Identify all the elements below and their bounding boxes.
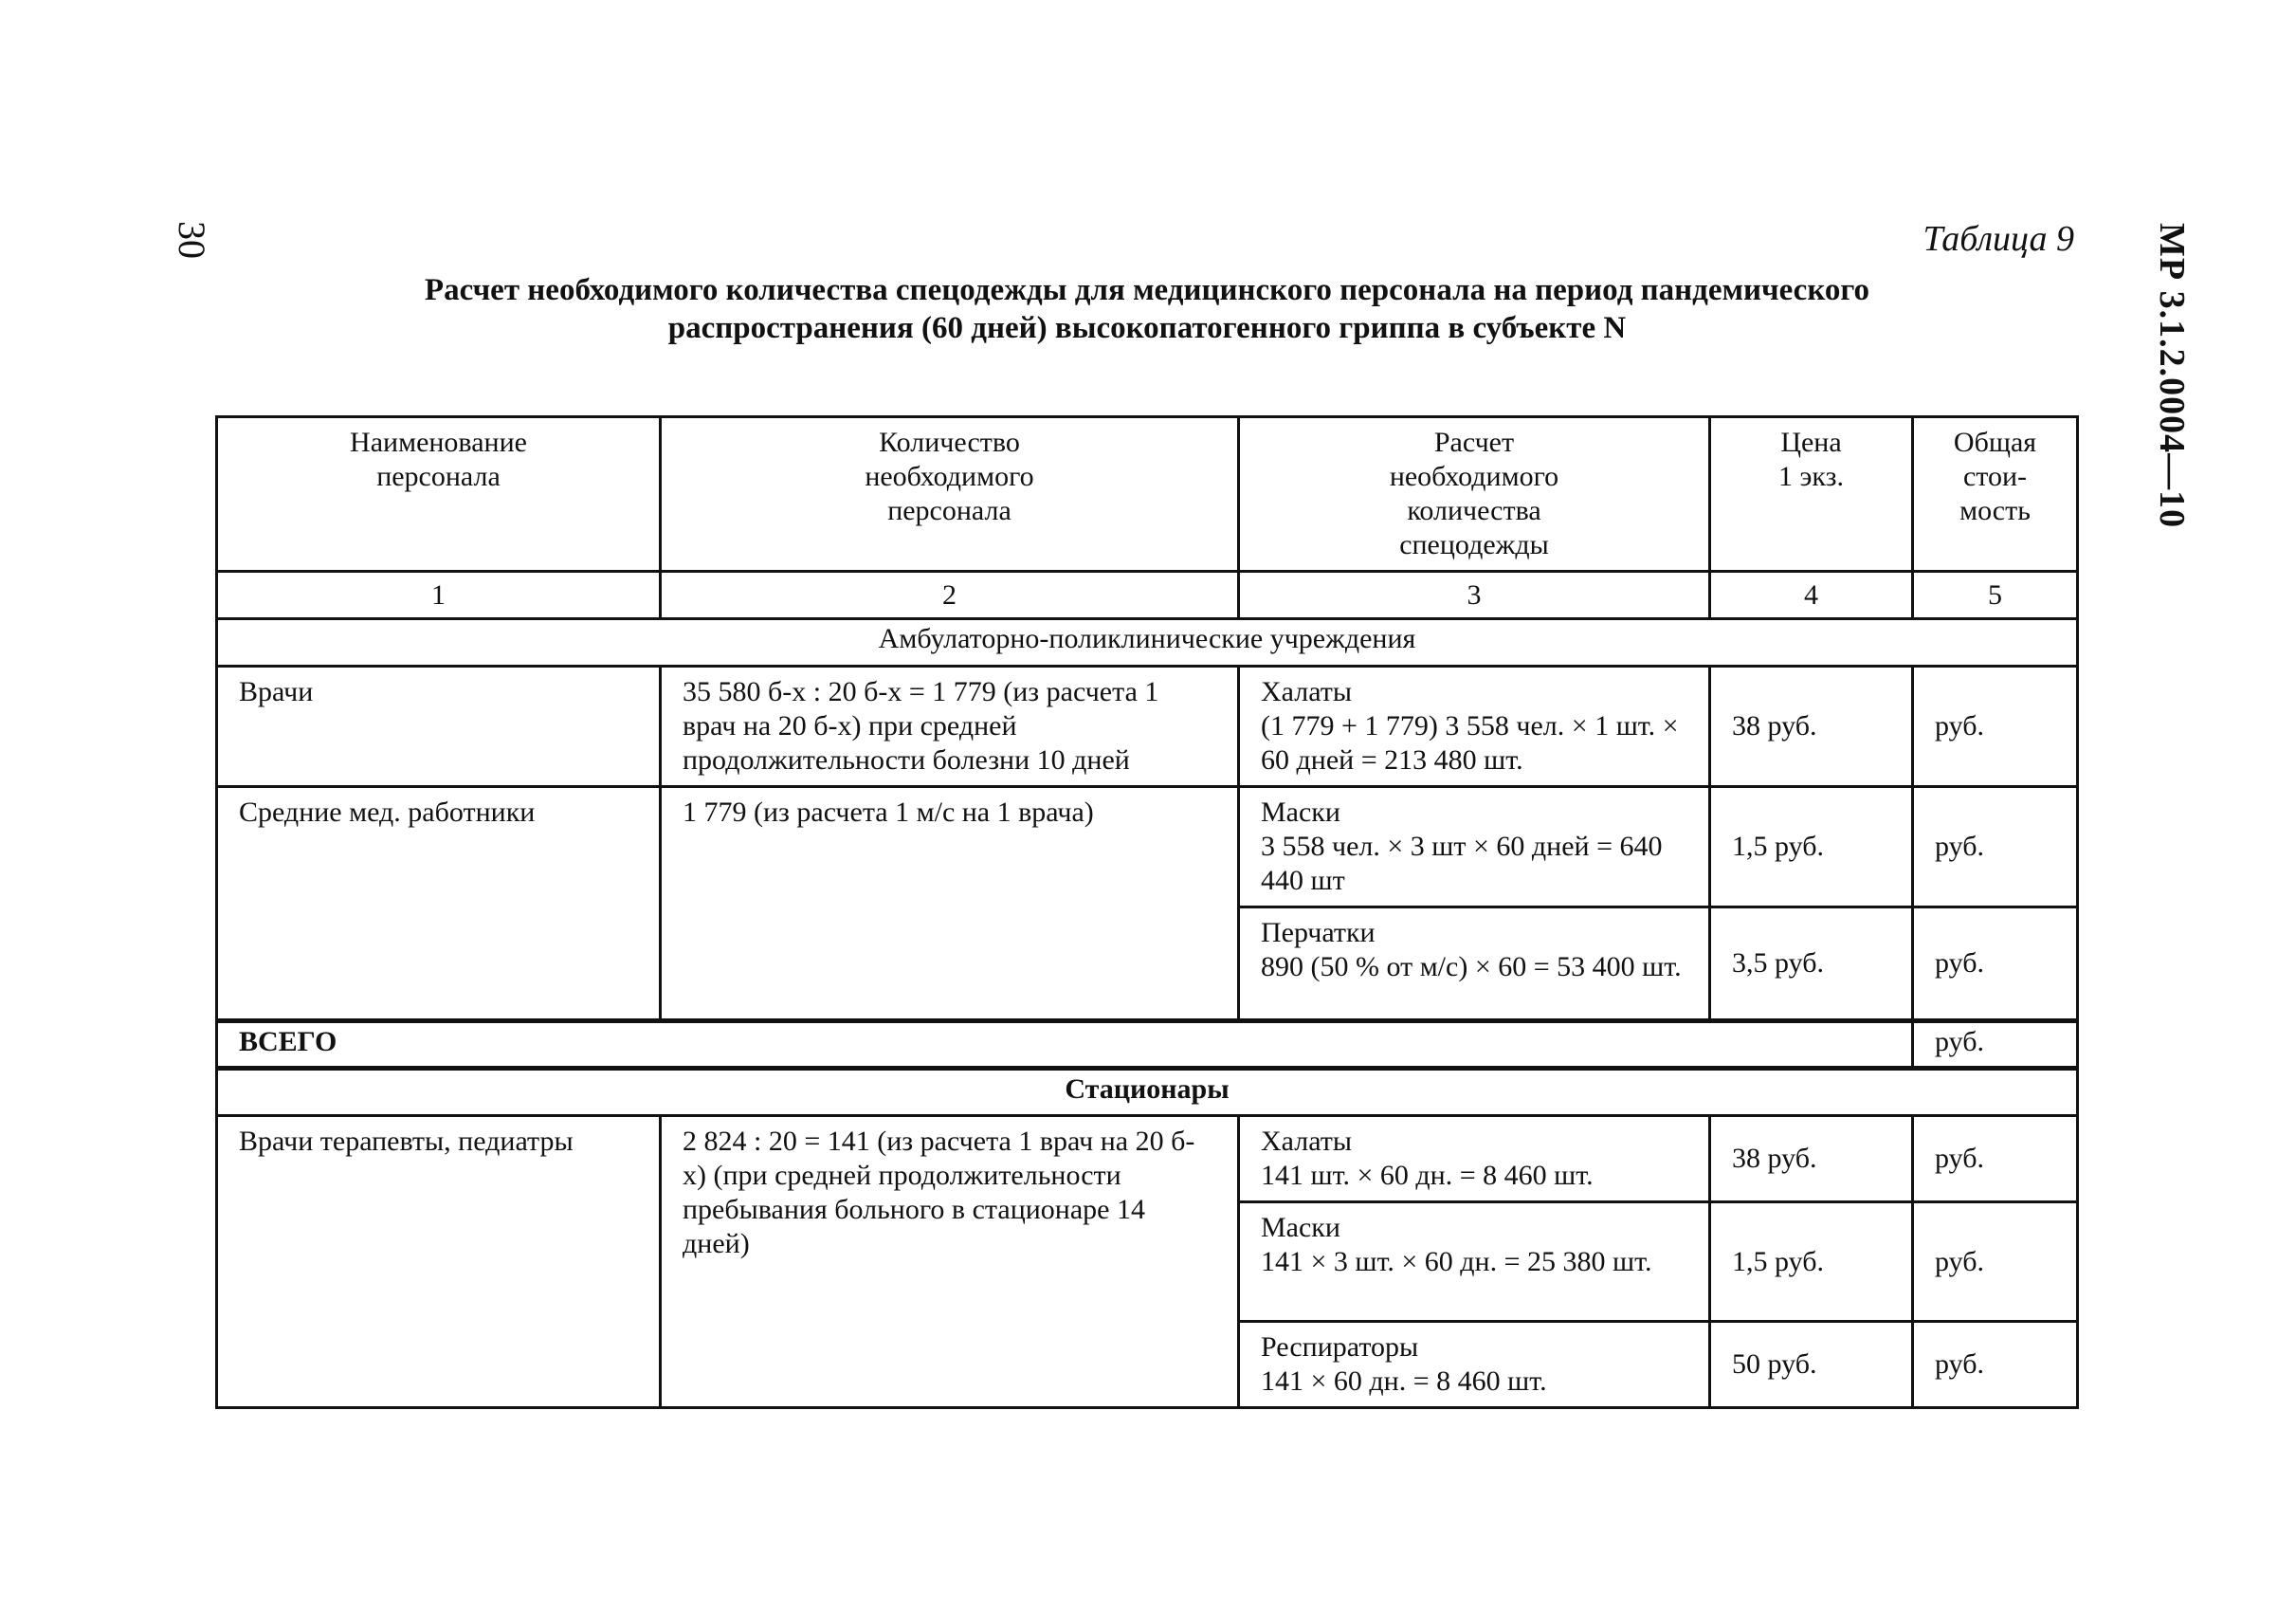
column-number: 2 <box>661 572 1239 619</box>
unit-price-cell: 38 руб. <box>1710 667 1913 787</box>
header-clothing-calc: Расчет необходимого количества спецодежды <box>1239 417 1710 572</box>
clothing-item: Маски <box>1261 797 1340 828</box>
clothing-item: Перчатки <box>1261 917 1376 948</box>
total-value-cell: руб. <box>1913 1021 2078 1069</box>
header-unit-price: Цена 1 экз. <box>1710 417 1913 572</box>
column-number: 3 <box>1239 572 1710 619</box>
section-header-row <box>217 619 2078 667</box>
clothing-item: Халаты <box>1261 676 1353 707</box>
unit-price-cell: 38 руб. <box>1710 1116 1913 1202</box>
header-staff-name: Наименование персонала <box>217 417 661 572</box>
table-row <box>217 787 2078 907</box>
clothing-calc-cell <box>1239 907 1710 1021</box>
total-cost-cell: руб. <box>1913 667 2078 787</box>
unit-price-cell: 1,5 руб. <box>1710 1202 1913 1322</box>
table-row <box>217 667 2078 787</box>
clothing-calculation-table <box>215 415 2079 1409</box>
column-number: 1 <box>217 572 661 619</box>
table-title: Расчет необходимого количества спецодежды для медицинского персонала на период пандемического распространения (60 дней) высокопатогенного гриппа в субъекте N <box>424 273 1870 345</box>
page-number: 30 <box>171 221 213 259</box>
clothing-calc-cell <box>1239 787 1710 907</box>
clothing-calc-cell <box>1239 1116 1710 1202</box>
clothing-item: Респираторы <box>1261 1331 1419 1363</box>
clothing-formula: 141 × 60 дн. = 8 460 шт. <box>1261 1365 1547 1397</box>
clothing-item: Халаты <box>1261 1126 1353 1157</box>
total-row <box>217 1021 2078 1069</box>
total-label-cell: ВСЕГО <box>217 1021 1913 1069</box>
section-title-hospitals: Стационары <box>217 1069 2078 1116</box>
clothing-calc-cell <box>1239 667 1710 787</box>
clothing-item: Маски <box>1261 1212 1340 1243</box>
table-row <box>217 1116 2078 1202</box>
unit-price-cell: 1,5 руб. <box>1710 787 1913 907</box>
section-title-outpatient: Амбулаторно-поликлинические учреждения <box>217 619 2078 667</box>
staff-quantity-cell: 2 824 : 20 = 141 (из расчета 1 врач на 20 б-х) (при средней продолжительности пребывания больного в стационаре 14 дней) <box>661 1116 1239 1408</box>
clothing-formula: 141 шт. × 60 дн. = 8 460 шт. <box>1261 1160 1594 1191</box>
header-total-cost: Общая стои- мость <box>1913 417 2078 572</box>
clothing-formula: 141 × 3 шт. × 60 дн. = 25 380 шт. <box>1261 1246 1652 1277</box>
staff-quantity-cell: 35 580 б-х : 20 б-х = 1 779 (из расчета 1 врач на 20 б-х) при средней продолжительности болезни 10 дней <box>661 667 1239 787</box>
total-cost-cell: руб. <box>1913 787 2078 907</box>
total-cost-cell: руб. <box>1913 1322 2078 1408</box>
column-number-row <box>217 572 2078 619</box>
total-cost-cell: руб. <box>1913 1202 2078 1322</box>
staff-name-cell: Врачи <box>217 667 661 787</box>
clothing-formula: 890 (50 % от м/с) × 60 = 53 400 шт. <box>1261 951 1682 982</box>
staff-quantity-cell: 1 779 (из расчета 1 м/с на 1 врача) <box>661 787 1239 1021</box>
header-staff-quantity: Количество необходимого персонала <box>661 417 1239 572</box>
staff-name-cell: Врачи терапевты, педиатры <box>217 1116 661 1408</box>
clothing-calc-cell <box>1239 1322 1710 1408</box>
staff-name-cell: Средние мед. работники <box>217 787 661 1021</box>
unit-price-cell: 50 руб. <box>1710 1322 1913 1408</box>
column-number: 5 <box>1913 572 2078 619</box>
column-number: 4 <box>1710 572 1913 619</box>
clothing-formula: 3 558 чел. × 3 шт × 60 дней = 640 440 шт <box>1261 831 1663 896</box>
section-header-row <box>217 1069 2078 1116</box>
clothing-calc-cell <box>1239 1202 1710 1322</box>
document-code: МР 3.1.2.0004—10 <box>2152 223 2192 529</box>
total-cost-cell: руб. <box>1913 1116 2078 1202</box>
clothing-formula: (1 779 + 1 779) 3 558 чел. × 1 шт. × 60 дней = 213 480 шт. <box>1261 710 1679 776</box>
header-row <box>217 417 2078 572</box>
table-label: Таблица 9 <box>1922 219 2074 259</box>
total-cost-cell: руб. <box>1913 907 2078 1021</box>
unit-price-cell: 3,5 руб. <box>1710 907 1913 1021</box>
